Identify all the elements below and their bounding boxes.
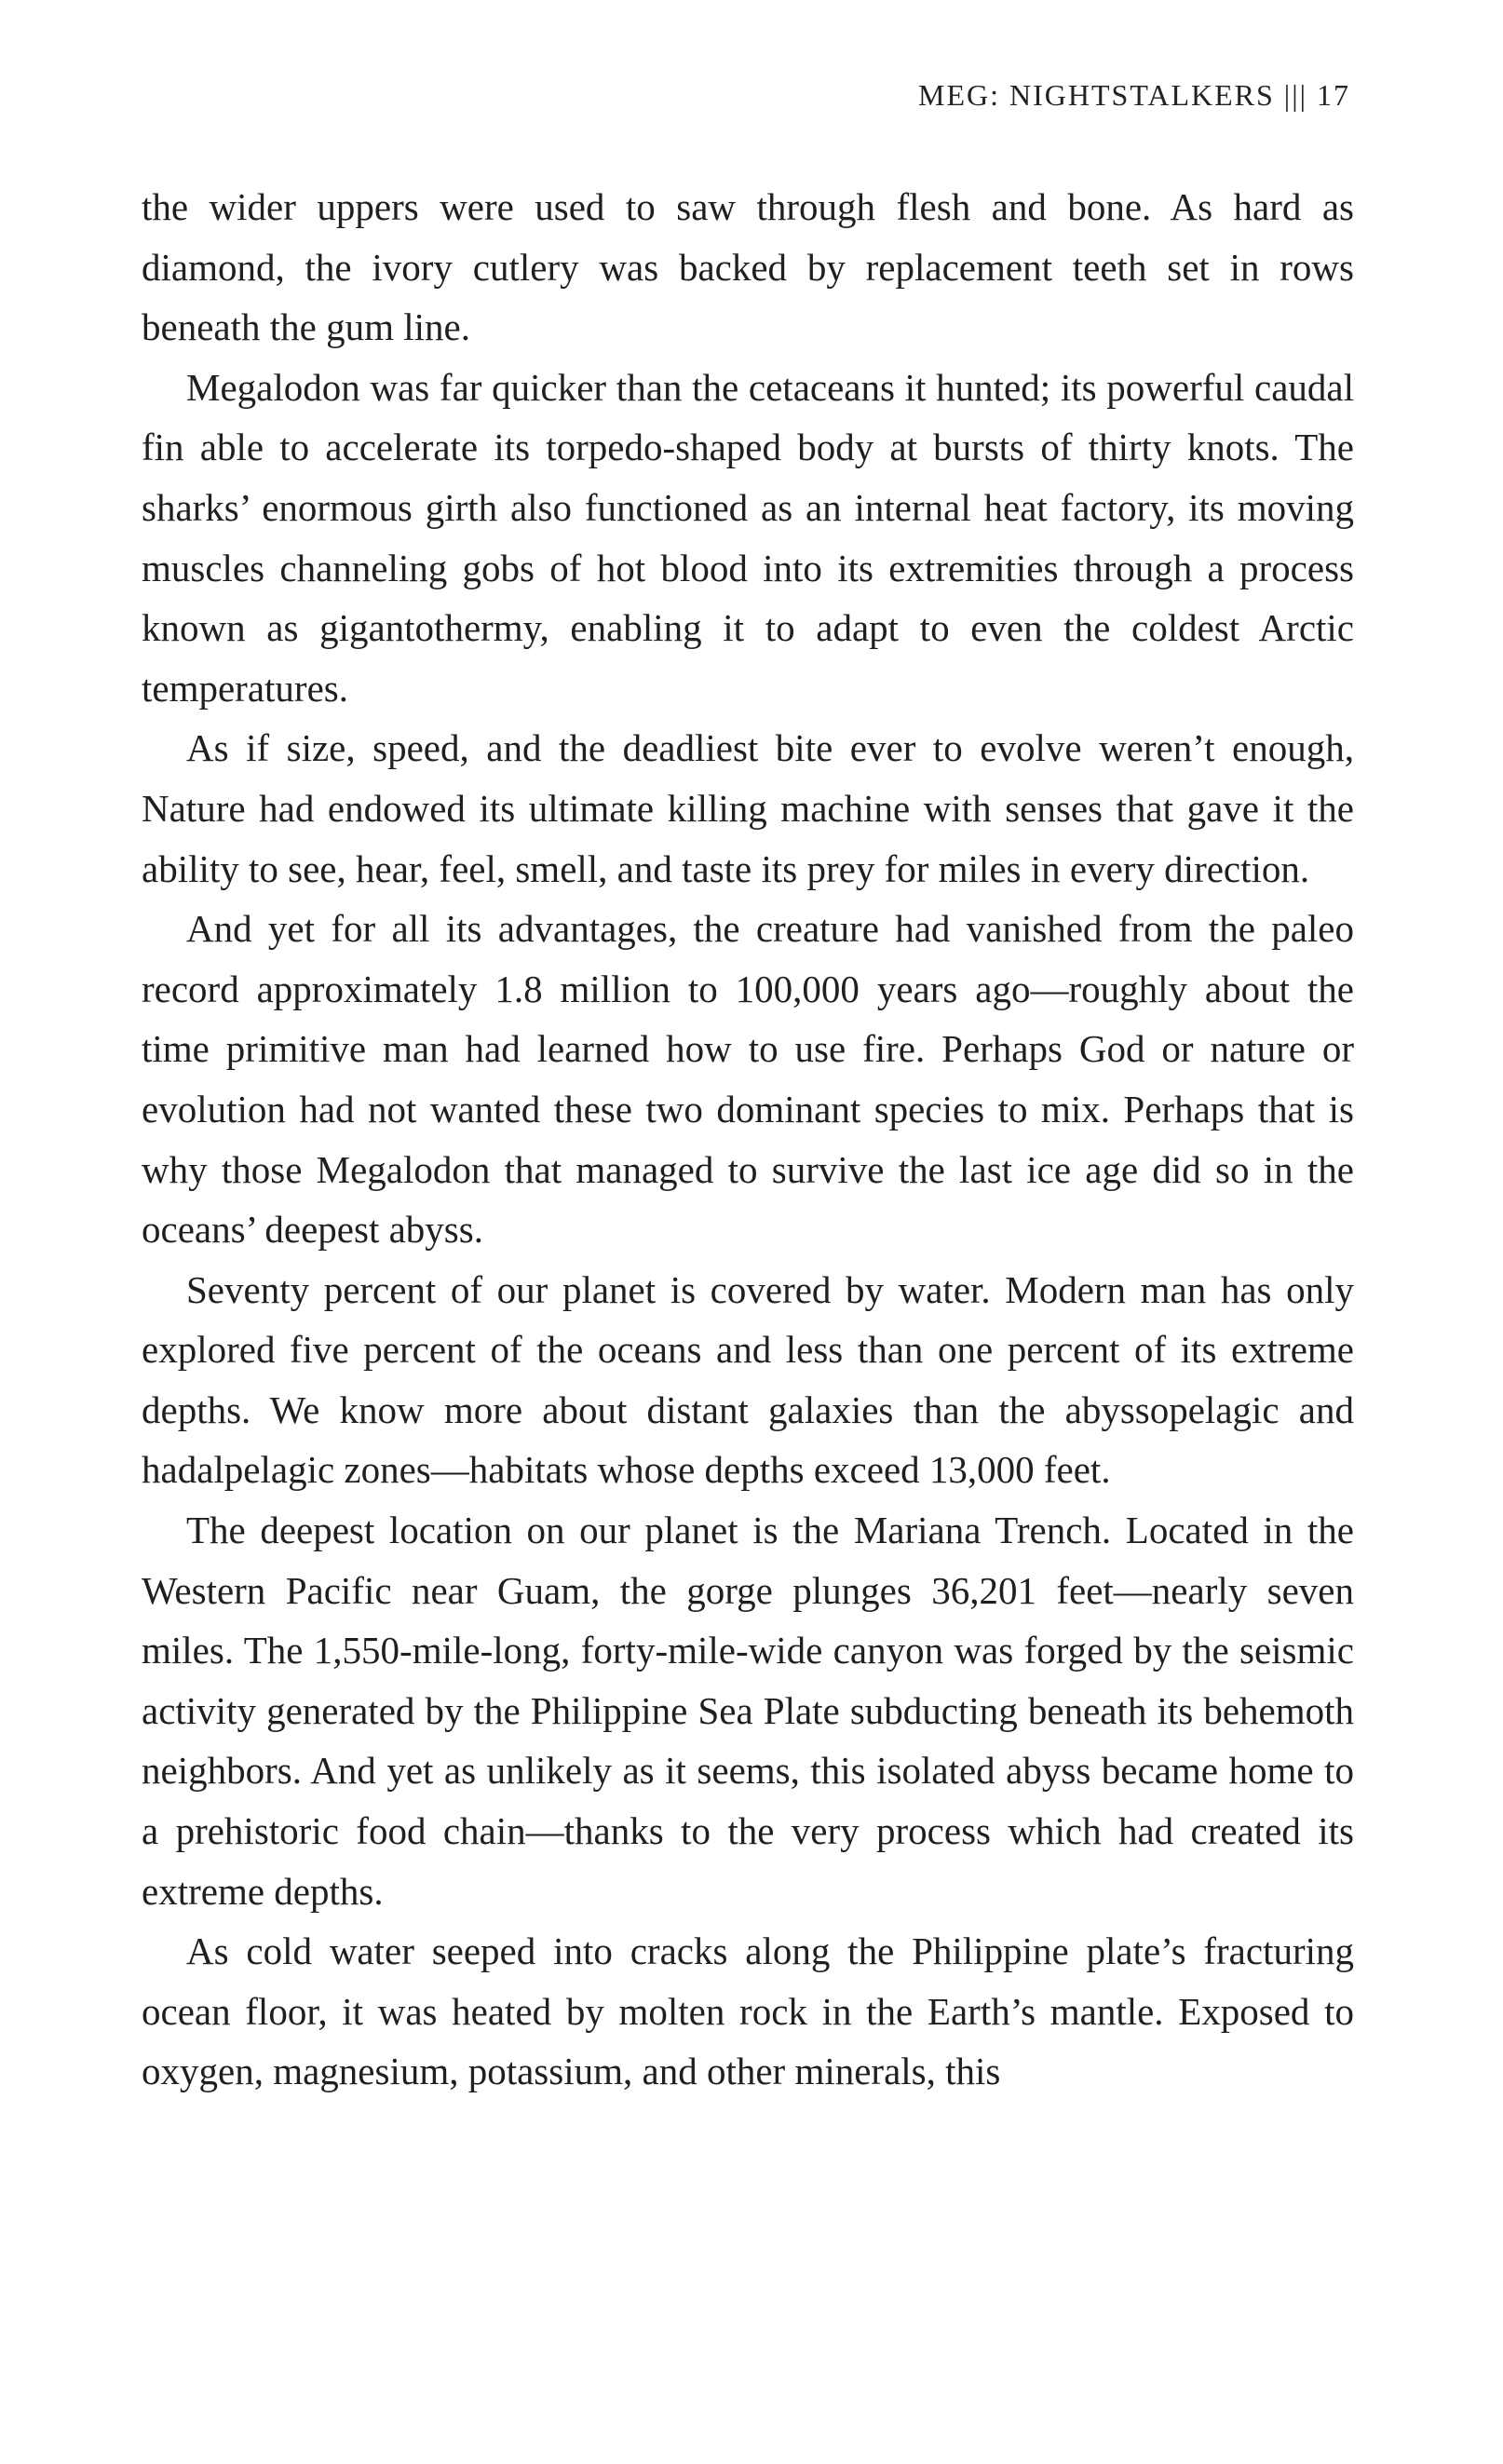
- paragraph-megalodon-speed: Megalodon was far quicker than the cetaceans it hunted; its powerful caudal fin able to accelerate its torpedo-shaped body at bursts of thirty knots. The sharks’ enormous girth also functioned as an internal heat factory, its moving muscles channeling gobs of hot blood into its extremities through a process known as gigantothermy, enabling it to adapt to even the coldest Arctic temperatures.: [142, 365, 1354, 710]
- paragraph-oceans: Seventy percent of our planet is covered by water. Modern man has only explored five percent of the oceans and less than one percent of its extreme depths. We know more about distant galaxies than the abyssopelagic and hadalpelagic zones—habitats whose depths exceed 13,000 feet.: [142, 1267, 1354, 1492]
- running-head: [918, 78, 1350, 113]
- paragraph-senses: As if size, speed, and the deadliest bite ever to evolve weren’t enough, Nature had endowed its ultimate killing machine with senses that gave it the ability to see, hear, feel, smell, and taste its prey for miles in every direction.: [142, 726, 1354, 890]
- body-text: [142, 177, 1354, 2102]
- book-title: MEG: NIGHTSTALKERS: [918, 78, 1275, 112]
- paragraph-continued: the wider uppers were used to saw through flesh and bone. As hard as diamond, the ivory cutlery was backed by replacement teeth set in rows beneath the gum line.: [142, 185, 1354, 349]
- page-number: 17: [1317, 78, 1350, 112]
- paragraph-vanished: And yet for all its advantages, the creature had vanished from the paleo record approximately 1.8 million to 100,000 years ago—roughly about the time primitive man had learned how to use fire. Perhaps God or nature or evolution had not wanted these two dominant species to mix. Perhaps that is why those Megalodon that managed to survive the last ice age did so in the oceans’ deepest abyss.: [142, 907, 1354, 1252]
- paragraph-mariana-trench: The deepest location on our planet is the Mariana Trench. Located in the Western Pacific near Guam, the gorge plunges 36,201 feet—nearly seven miles. The 1,550-mile-long, forty-mile-wide canyon was forged by the seismic activity generated by the Philippine Sea Plate subducting beneath its behemoth neighbors. And yet as unlikely as it seems, this isolated abyss became home to a prehistoric food chain—thanks to the very process which had created its extreme depths.: [142, 1509, 1354, 1913]
- header-separator: |||: [1283, 78, 1307, 112]
- paragraph-cold-water: As cold water seeped into cracks along the Philippine plate’s fracturing ocean floor, it was heated by molten rock in the Earth’s mantle. Exposed to oxygen, magnesium, potassium, and other minerals, this: [142, 1929, 1354, 2093]
